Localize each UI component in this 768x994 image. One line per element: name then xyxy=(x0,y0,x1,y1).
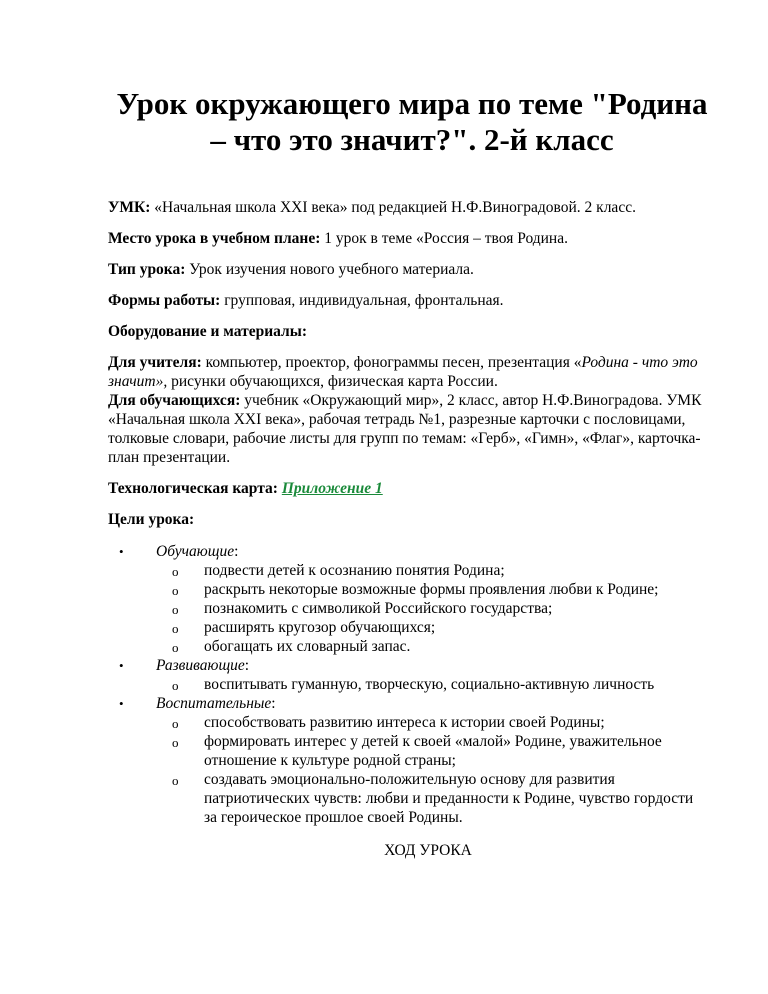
goal-group-name: Обучающие xyxy=(156,543,235,560)
list-item xyxy=(172,618,708,637)
goal-items xyxy=(156,713,708,827)
umk-text: «Начальная школа XXI века» под редакцией Н.Ф.Виноградовой. 2 класс. xyxy=(150,199,636,216)
tech-map-paragraph xyxy=(108,479,708,498)
bullet-icon: • xyxy=(119,658,124,673)
circle-bullet-icon: o xyxy=(172,716,179,731)
for-teacher-text-1: компьютер, проектор, фонограммы песен, презентация « xyxy=(201,354,582,371)
list-item-text: познакомить с символикой Российского государства; xyxy=(204,600,553,617)
list-item-text: обогащать их словарный запас. xyxy=(204,638,411,655)
circle-bullet-icon: o xyxy=(172,621,179,636)
list-item xyxy=(172,713,708,732)
list-item-text: формировать интерес у детей к своей «малой» Родине, уважительное отношение к культуре родной страны; xyxy=(204,733,662,769)
goals-heading xyxy=(108,510,708,529)
list-item xyxy=(172,770,708,827)
work-forms-paragraph xyxy=(108,291,708,310)
for-students-text: учебник «Окружающий мир», 2 класс, автор Н.Ф.Виноградова. УМК «Начальная школа XXI века», рабочая тетрадь №1, разрезные карточки с пословицами, толковые словари, рабочие листы для групп по темам: «Герб», «Гимн», «Флаг», карточка-план презентации. xyxy=(108,392,702,466)
goal-group-developing xyxy=(119,656,708,694)
list-item-text: создавать эмоционально-положительную основу для развития патриотических чувств: любви и преданности к Родине, чувство гордости за героическое прошлое своей Родины. xyxy=(204,771,694,826)
lesson-place-text: 1 урок в теме «Россия – твоя Родина. xyxy=(320,230,568,247)
circle-bullet-icon: o xyxy=(172,735,179,750)
for-teacher-text-2: рисунки обучающихся, физическая карта России. xyxy=(167,373,498,390)
page-title: Урок окружающего мира по теме "Родина – что это значит?". 2-й класс xyxy=(116,86,708,157)
list-item-text: расширять кругозор обучающихся; xyxy=(204,619,436,636)
presentation-title: Родина - что это значит», xyxy=(108,354,698,390)
document-page xyxy=(108,86,708,860)
umk-paragraph xyxy=(108,198,708,217)
list-item-text: способствовать развитию интереса к истории своей Родины; xyxy=(204,714,605,731)
lesson-place-paragraph xyxy=(108,229,708,248)
equipment-heading xyxy=(108,322,708,341)
circle-bullet-icon: o xyxy=(172,678,179,693)
circle-bullet-icon: o xyxy=(172,602,179,617)
lesson-type-text: Урок изучения нового учебного материала. xyxy=(185,261,474,278)
circle-bullet-icon: o xyxy=(172,640,179,655)
goals-list xyxy=(108,542,708,827)
list-item xyxy=(172,561,708,580)
list-item-text: подвести детей к осознанию понятия Родина; xyxy=(204,562,505,579)
work-forms-label: Формы работы: xyxy=(108,292,221,309)
goal-group-name: Развивающие xyxy=(156,657,245,674)
colon: : xyxy=(271,695,276,712)
lesson-place-label: Место урока в учебном плане: xyxy=(108,230,321,247)
goal-group-teaching xyxy=(119,542,708,656)
bullet-icon: • xyxy=(119,544,124,559)
tech-map-label: Технологическая карта: xyxy=(108,480,278,497)
goal-items xyxy=(156,561,708,656)
lesson-progress-heading: ХОД УРОКА xyxy=(384,842,472,859)
umk-label: УМК: xyxy=(108,199,151,216)
list-item-text: раскрыть некоторые возможные формы проявления любви к Родине; xyxy=(204,581,659,598)
circle-bullet-icon: o xyxy=(172,583,179,598)
goal-group-name: Воспитательные xyxy=(156,695,272,712)
appendix-link[interactable]: Приложение 1 xyxy=(281,480,383,497)
list-item-text: воспитывать гуманную, творческую, социально-активную личность xyxy=(204,676,655,693)
circle-bullet-icon: o xyxy=(172,773,179,788)
circle-bullet-icon: o xyxy=(172,564,179,579)
work-forms-text: групповая, индивидуальная, фронтальная. xyxy=(220,292,504,309)
list-item xyxy=(172,580,708,599)
goal-items xyxy=(156,675,708,694)
for-teacher-label: Для учителя: xyxy=(108,354,202,371)
goal-group-educational xyxy=(119,694,708,827)
list-item xyxy=(172,637,708,656)
equipment-heading-text: Оборудование и материалы: xyxy=(108,323,307,340)
lesson-type-paragraph xyxy=(108,260,708,279)
bullet-icon: • xyxy=(119,696,124,711)
list-item xyxy=(172,675,708,694)
for-teacher-paragraph xyxy=(108,353,708,391)
goals-heading-text: Цели урока: xyxy=(108,511,195,528)
list-item xyxy=(172,599,708,618)
colon: : xyxy=(234,543,239,560)
for-students-paragraph xyxy=(108,391,708,467)
colon: : xyxy=(244,657,250,674)
lesson-type-label: Тип урока: xyxy=(108,261,186,278)
list-item xyxy=(172,732,708,770)
for-students-label: Для обучающихся: xyxy=(108,392,241,409)
